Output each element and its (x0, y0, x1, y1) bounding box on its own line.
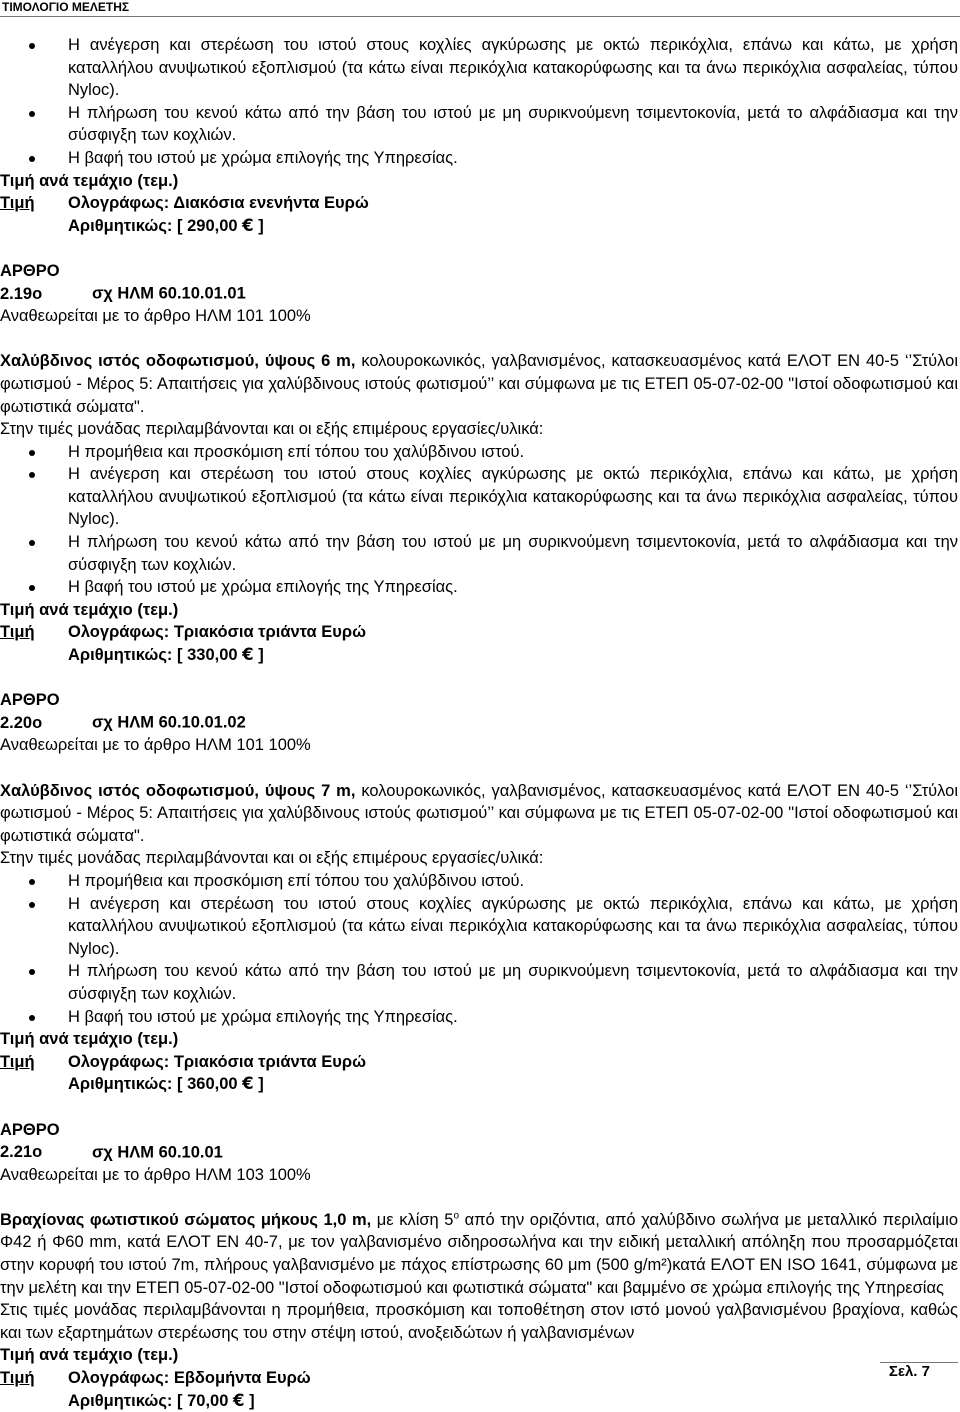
price-label: Τιμή (0, 1051, 68, 1074)
list-item: Η βαφή του ιστού με χρώμα επιλογής της Υπηρεσίας. (0, 1006, 958, 1029)
includes-text: Στις τιμές μονάδας περιλαμβάνονται η προμήθεια, προσκόμιση και τοποθέτηση στον ιστό μονού γαλβανισμένου βραχίονα, καθώς και των εξαρτημάτων στερέωσης του στην στέψη ιστού, ανοξειδώτων ή γαλβανισμένων (0, 1299, 958, 1344)
price-label: Τιμή (0, 1367, 68, 1390)
list-item: Η βαφή του ιστού με χρώμα επιλογής της Υπηρεσίας. (0, 576, 958, 599)
words-label: Ολογράφως: (68, 194, 169, 212)
work-items-list (0, 441, 958, 599)
numbers-label: Αριθμητικώς: (68, 1075, 172, 1093)
numbers-label: Αριθμητικώς: (68, 217, 172, 235)
page-footer (889, 1362, 930, 1382)
description-text: κολουροκωνικός, γαλβανισμένος, κατασκευασμένος κατά ΕΛΟΤ ΕΝ 40-5 ‘’Στύλοι φωτισμού - Μέρος 5: Απαιτήσεις για χαλύβδινους ιστούς φωτισμού’’ και σύμφωνα με τις ΕΤΕΠ 05-07-02-00 "Ιστοί οδοφωτισμού και φωτιστικά σώματα". (0, 782, 958, 845)
list-item: Η ανέγερση και στερέωση του ιστού στους κοχλίες αγκύρωσης με οκτώ περικόχλια, επάνω και κάτω, με χρήση καταλλήλου ανυψωτικού εξοπλισμού (τα κάτω είναι περικόχλια κατακορύφωσης και τα άνω περικόχλια ασφαλείας, τύπου Nyloc). (0, 893, 958, 961)
numbers-close: ] (249, 1392, 255, 1410)
price-numbers-line (0, 1073, 958, 1096)
article-revision: Αναθεωρείται με το άρθρο ΗΛΜ 101 100% (0, 305, 958, 328)
description-bold: Χαλύβδινος ιστός οδοφωτισμού, ύψους 6 m, (0, 352, 355, 370)
unit-label: Τιμή ανά τεμάχιο (τεμ.) (0, 1344, 958, 1367)
price-words-line (0, 1367, 958, 1390)
article-description (0, 1209, 958, 1299)
list-item: Η πλήρωση του κενού κάτω από την βάση του ιστού με μη συρικνούμενη τσιμεντοκονία, μετά το αλφάδιασμα και την σύσφιγξη των κοχλιών. (0, 960, 958, 1005)
price-words-line (0, 1051, 958, 1074)
document-body (0, 34, 958, 1412)
description-text: με κλίση 5 (371, 1211, 453, 1229)
running-header (0, 0, 960, 17)
euro-icon: € (242, 216, 253, 235)
description-bold: Βραχίονας φωτιστικού σώματος μήκους 1,0 m, (0, 1211, 371, 1229)
numbers-close: ] (258, 646, 264, 664)
words-value: Εβδομήντα Ευρώ (174, 1369, 311, 1387)
list-item: Η προμήθεια και προσκόμιση επί τόπου του χαλύβδινου ιστού. (0, 441, 958, 464)
words-value: Τριακόσια τριάντα Ευρώ (174, 623, 366, 641)
includes-text: Στην τιμές μονάδας περιλαμβάνονται και οι εξής επιμέρους εργασίες/υλικά: (0, 847, 958, 870)
list-item: Η πλήρωση του κενού κάτω από την βάση του ιστού με μη συρικνούμενη τσιμεντοκονία, μετά το αλφάδιασμα και την σύσφιγξη των κοχλιών. (0, 531, 958, 576)
article-2-19 (0, 260, 958, 667)
price-words-line (0, 621, 958, 644)
list-item: Η πλήρωση του κενού κάτω από την βάση του ιστού με μη συρικνούμενη τσιμεντοκονία, μετά το αλφάδιασμα και την σύσφιγξη των κοχλιών. (0, 102, 958, 147)
price-label: Τιμή (0, 192, 68, 215)
words-label: Ολογράφως: (68, 1369, 169, 1387)
description-bold: Χαλύβδινος ιστός οδοφωτισμού, ύψους 7 m, (0, 782, 355, 800)
degree-superscript: ο (453, 1210, 459, 1221)
article-code: σχ ΗΛΜ 60.10.01.01 (92, 285, 246, 303)
euro-icon: € (242, 1074, 253, 1093)
description-text: από την οριζόντια, από χαλύβδινο σωλήνα με μεταλλικό περιλαίμιο Φ42 ή Φ60 mm, κατά ΕΛΟΤ ΕΝ 40-7, με τον γαλβανισμένο σιδηροσωλήνα και την ειδική μεταλλική απόληξη που προσαρμόζεται στην κορυφή του ιστού 7m, πλήρους γαλβανισμένο με πάχος επίστρωσης 60 μm (500 g/m²)κατά ΕΛΟΤ ΕΝ ISO 1641, σύμφωνα με την μελέτη και την ΕΤΕΠ 05-07-02-00 "Ιστοί οδοφωτισμού και φωτιστικά σώματα" και βαμμένο σε χρώμα επιλογής της Υπηρεσίας (0, 1211, 958, 1297)
price-numbers-line (0, 215, 958, 238)
list-item: Η προμήθεια και προσκόμιση επί τόπου του χαλύβδινου ιστού. (0, 870, 958, 893)
price-words-line (0, 192, 958, 215)
description-text: κολουροκωνικός, γαλβανισμένος, κατασκευασμένος κατά ΕΛΟΤ ΕΝ 40-5 ‘’Στύλοι φωτισμού - Μέρος 5: Απαιτήσεις για χαλύβδινους ιστούς φωτισμού’’ και σύμφωνα με τις ΕΤΕΠ 05-07-02-00 "Ιστοί οδοφωτισμού και φωτιστικά σώματα". (0, 352, 958, 415)
words-label: Ολογράφως: (68, 1053, 169, 1071)
article-description (0, 780, 958, 848)
euro-icon: € (242, 645, 253, 664)
article-heading (0, 260, 958, 305)
article-revision: Αναθεωρείται με το άρθρο ΗΛΜ 103 100% (0, 1164, 958, 1187)
price-numbers-line (0, 1390, 958, 1412)
list-item: Η ανέγερση και στερέωση του ιστού στους κοχλίες αγκύρωσης με οκτώ περικόχλια, επάνω και κάτω, με χρήση καταλλήλου ανυψωτικού εξοπλισμού (τα κάτω είναι περικόχλια κατακορύφωσης και τα άνω περικόχλια ασφαλείας, τύπου Nyloc). (0, 463, 958, 531)
words-value: Τριακόσια τριάντα Ευρώ (174, 1053, 366, 1071)
intro-bullet-list (0, 34, 958, 170)
numbers-value: [ 330,00 (177, 646, 238, 664)
article-description (0, 350, 958, 418)
price-numbers-line (0, 644, 958, 667)
article-code: σχ ΗΛΜ 60.10.01 (92, 1143, 223, 1161)
numbers-value: [ 360,00 (177, 1075, 238, 1093)
list-item: Η ανέγερση και στερέωση του ιστού στους κοχλίες αγκύρωσης με οκτώ περικόχλια, επάνω και κάτω, με χρήση καταλλήλου ανυψωτικού εξοπλισμού (τα κάτω είναι περικόχλια κατακορύφωσης και τα άνω περικόχλια ασφαλείας, τύπου Nyloc). (0, 34, 958, 102)
price-label: Τιμή (0, 621, 68, 644)
article-2-21 (0, 1119, 958, 1412)
article-heading (0, 1119, 958, 1164)
numbers-value: [ 290,00 (177, 217, 238, 235)
words-label: Ολογράφως: (68, 623, 169, 641)
work-items-list (0, 870, 958, 1028)
header-title: ΤΙΜΟΛΟΓΙΟ ΜΕΛΕΤΗΣ (2, 0, 129, 14)
list-item: Η βαφή του ιστού με χρώμα επιλογής της Υπηρεσίας. (0, 147, 958, 170)
unit-label: Τιμή ανά τεμάχιο (τεμ.) (0, 170, 958, 193)
unit-label: Τιμή ανά τεμάχιο (τεμ.) (0, 599, 958, 622)
article-heading (0, 689, 958, 734)
numbers-label: Αριθμητικώς: (68, 646, 172, 664)
article-title: ΑΡΘΡΟ 2.19ο (0, 260, 92, 305)
page-number: 7 (922, 1363, 930, 1380)
words-value: Διακόσια ενενήντα Ευρώ (173, 194, 369, 212)
article-title: ΑΡΘΡΟ 2.21ο (0, 1119, 92, 1164)
numbers-value: [ 70,00 (177, 1392, 228, 1410)
numbers-close: ] (258, 217, 264, 235)
euro-icon: € (233, 1391, 244, 1410)
includes-text: Στην τιμές μονάδας περιλαμβάνονται και οι εξής επιμέρους εργασίες/υλικά: (0, 418, 958, 441)
page-label: Σελ. (889, 1363, 918, 1380)
article-2-20 (0, 689, 958, 1096)
numbers-close: ] (258, 1075, 264, 1093)
article-title: ΑΡΘΡΟ 2.20ο (0, 689, 92, 734)
article-code: σχ ΗΛΜ 60.10.01.02 (92, 714, 246, 732)
article-revision: Αναθεωρείται με το άρθρο ΗΛΜ 101 100% (0, 734, 958, 757)
unit-label: Τιμή ανά τεμάχιο (τεμ.) (0, 1028, 958, 1051)
numbers-label: Αριθμητικώς: (68, 1392, 172, 1410)
